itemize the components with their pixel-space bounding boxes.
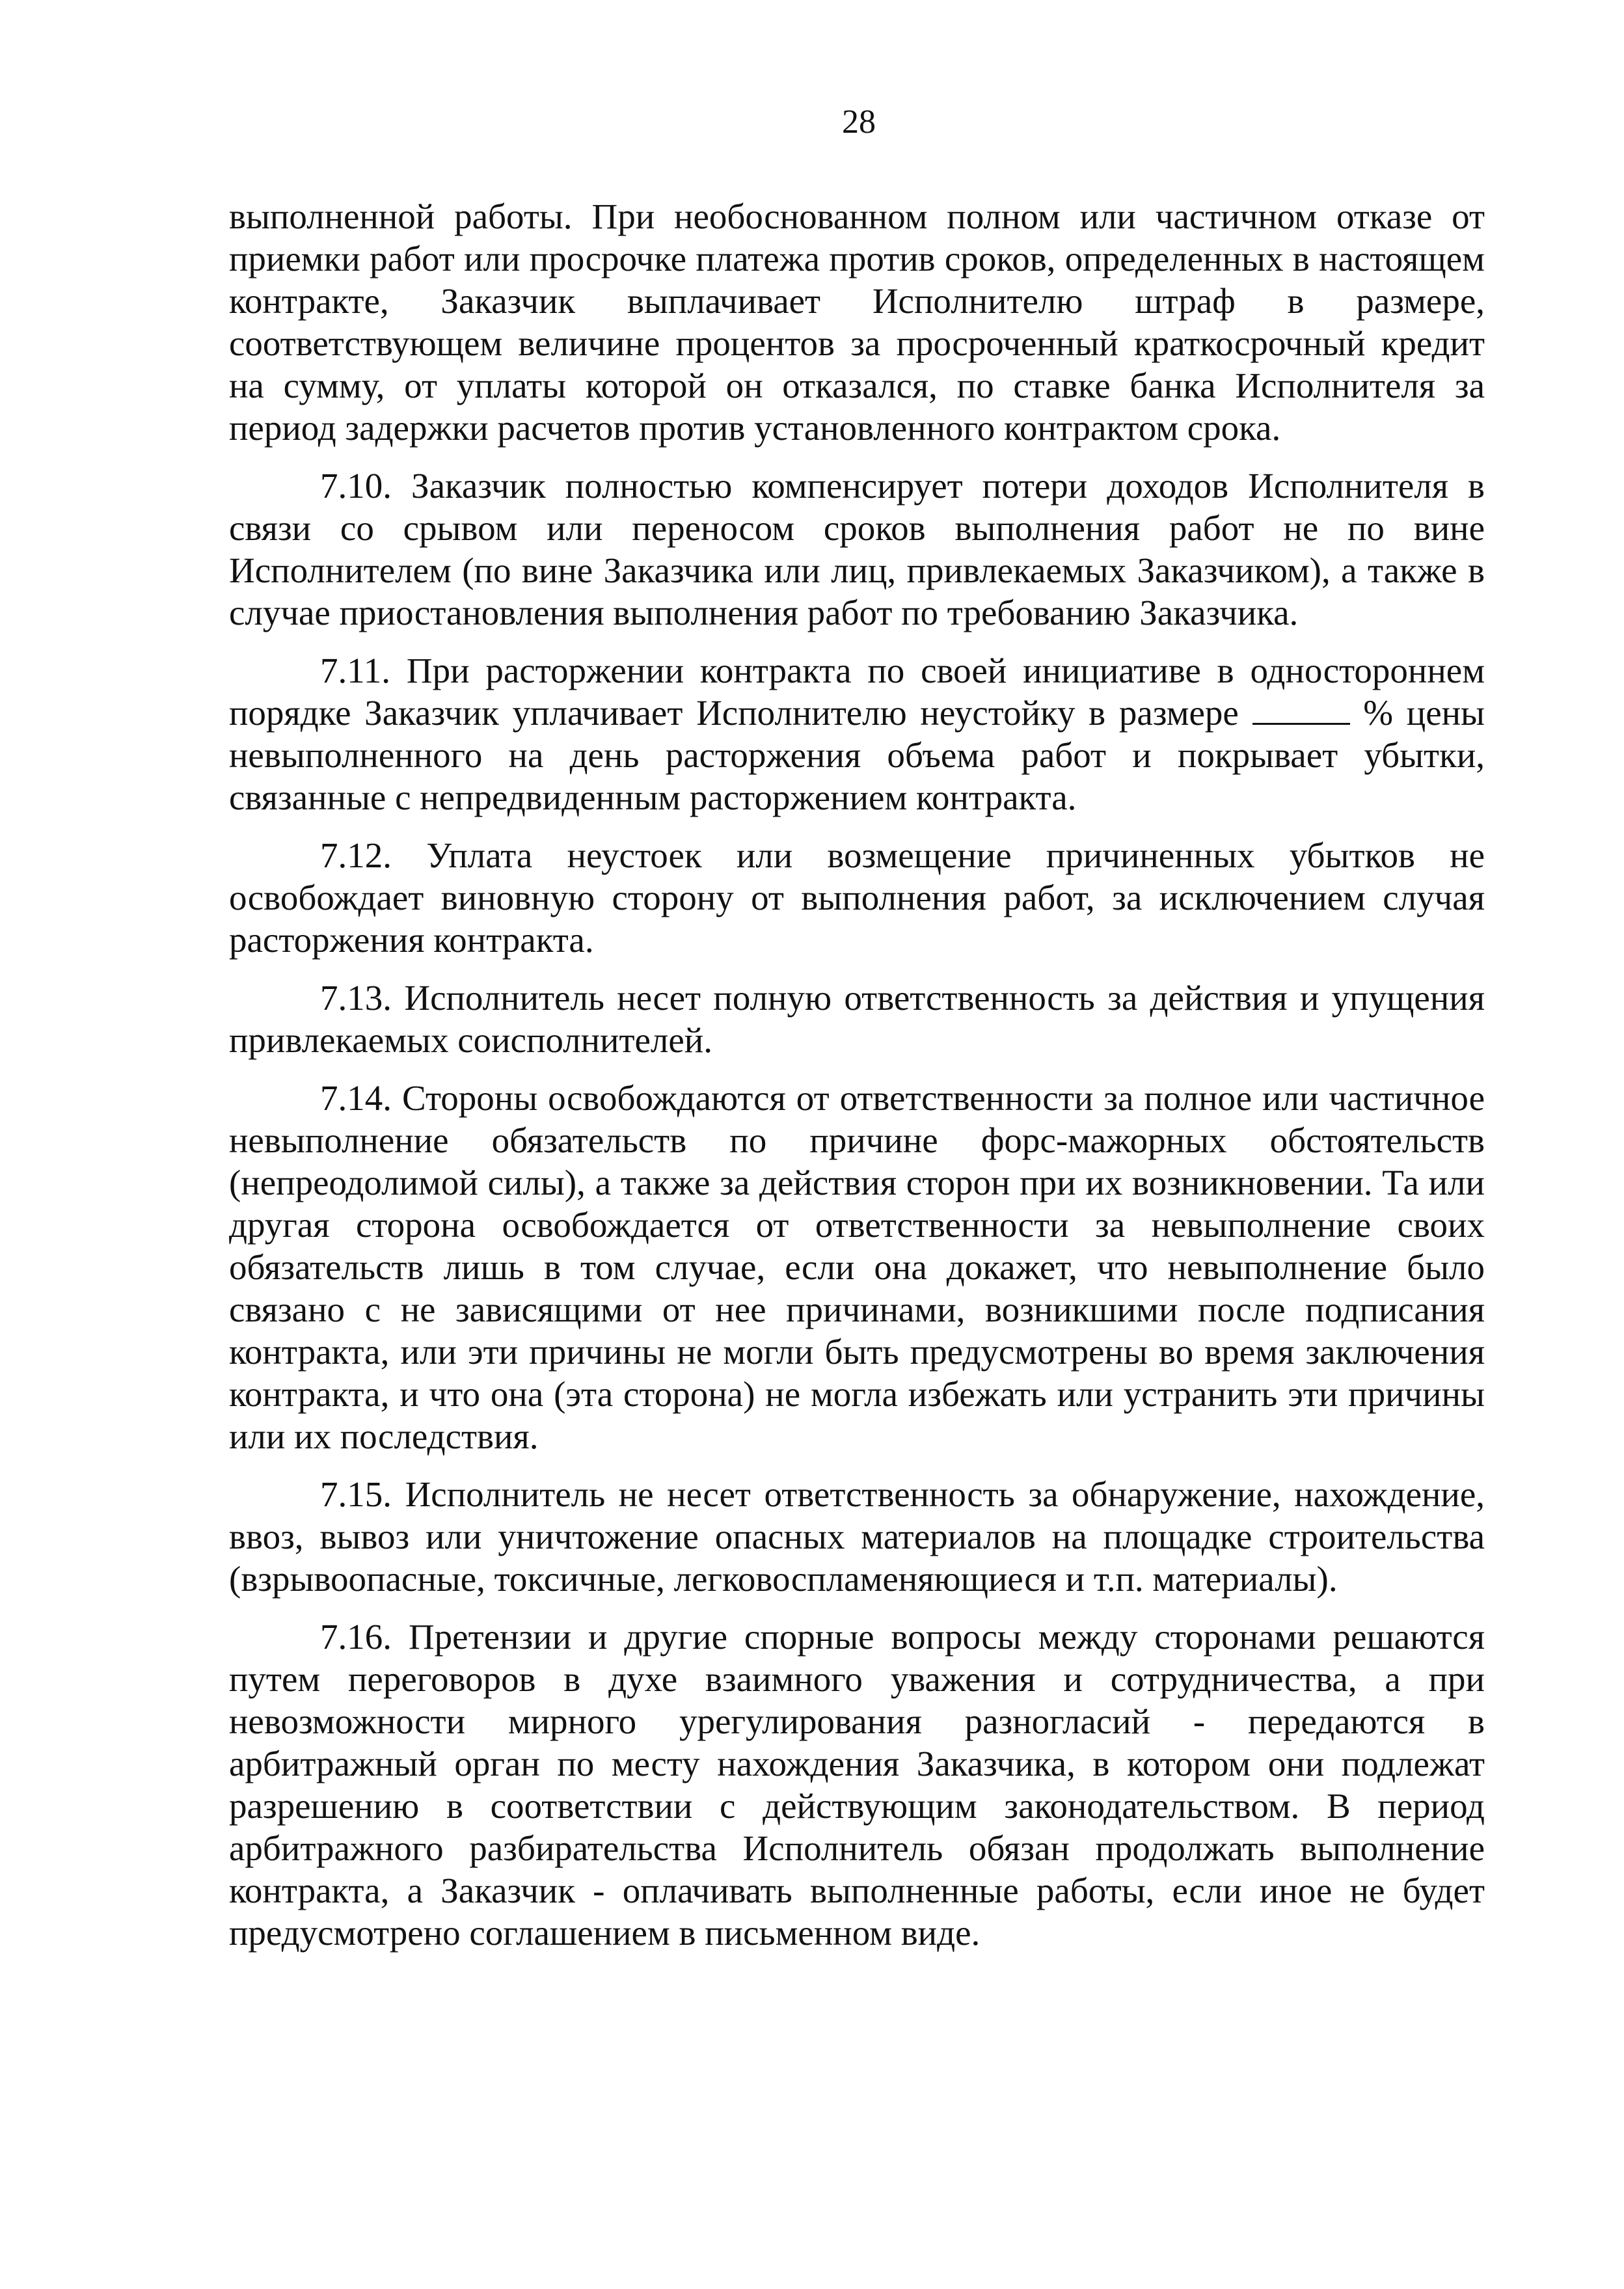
paragraph-text: Уплата неустоек или возмещение причиненных убытков не освобождает виновную сторону от выполнения работ, за исключением случая расторжения контракта. [229, 835, 1485, 960]
clause-number: 7.11. [320, 651, 390, 690]
paragraph-text: Стороны освобождаются от ответственности за полное или частичное невыполнение обязательств по причине форс-мажорных обстоятельств (непреодолимой силы), а также за действия сторон при их возникновении. Та или другая сторона освобождается от ответственности за невыполнение своих обязательств лишь в том случае, если она докажет, что невыполнение было связано с не зависящими от нее причинами, возникшими после подписания контракта, или эти причины не могли быть предусмотрены во время заключения контракта, и что она (эта сторона) не могла избежать или устранить эти причины или их последствия. [229, 1078, 1485, 1456]
page-number: 28 [842, 103, 876, 141]
clause-number: 7.16. [320, 1617, 392, 1657]
clause-number: 7.14. [320, 1078, 392, 1118]
paragraph-7-14 [229, 1077, 1485, 1457]
clause-number: 7.12. [320, 835, 392, 875]
paragraph-7-16 [229, 1616, 1485, 1954]
paragraph-text: Исполнитель не несет ответственность за обнаружение, нахождение, ввоз, вывоз или уничтожение опасных материалов на площадке строительства (взрывоопасные, токсичные, легковоспламеняющиеся и т.п. материалы). [229, 1474, 1485, 1599]
document-body [229, 195, 1485, 1970]
paragraph-7-13 [229, 977, 1485, 1061]
paragraph-continuation [229, 195, 1485, 449]
paragraph-7-11 [229, 649, 1485, 819]
blank-field-line [1252, 696, 1350, 725]
clause-number: 7.10. [320, 466, 392, 506]
paragraph-text: выполненной работы. При необоснованном полном или частичном отказе от приемки работ или просрочке платежа против сроков, определенных в настоящем контракте, Заказчик выплачивает Исполнителю штраф в размере, соответствующем величине процентов за просроченный краткосрочный кредит на сумму, от уплаты которой он отказался, по ставке банка Исполнителя за период задержки расчетов против установленного контрактом срока. [229, 196, 1485, 448]
paragraph-text: При расторжении контракта по своей инициативе в одностороннем порядке Заказчик уплачивает Исполнителю неустойку в размере [229, 651, 1485, 733]
paragraph-7-12 [229, 834, 1485, 961]
clause-number: 7.15. [320, 1474, 392, 1514]
paragraph-text: % цены невыполненного на день расторжения объема работ и покрывает убытки, связанные с непредвиденным расторжением контракта. [229, 693, 1485, 817]
paragraph-text: Исполнитель несет полную ответственность за действия и упущения привлекаемых соисполнителей. [229, 978, 1485, 1060]
paragraph-text: Заказчик полностью компенсирует потери доходов Исполнителя в связи со срывом или переносом сроков выполнения работ не по вине Исполнителем (по вине Заказчика или лиц, привлекаемых Заказчиком), а также в случае приостановления выполнения работ по требованию Заказчика. [229, 466, 1485, 632]
paragraph-7-15 [229, 1473, 1485, 1600]
clause-number: 7.13. [320, 978, 392, 1018]
paragraph-text: Претензии и другие спорные вопросы между сторонами решаются путем переговоров в духе взаимного уважения и сотрудничества, а при невозможности мирного урегулирования разногласий - передаются в арбитражный орган по месту нахождения Заказчика, в котором они подлежат разрешению в соответствии с действующим законодательством. В период арбитражного разбирательства Исполнитель обязан продолжать выполнение контракта, а Заказчик - оплачивать выполненные работы, если иное не будет предусмотрено соглашением в письменном виде. [229, 1617, 1485, 1953]
paragraph-7-10 [229, 465, 1485, 634]
